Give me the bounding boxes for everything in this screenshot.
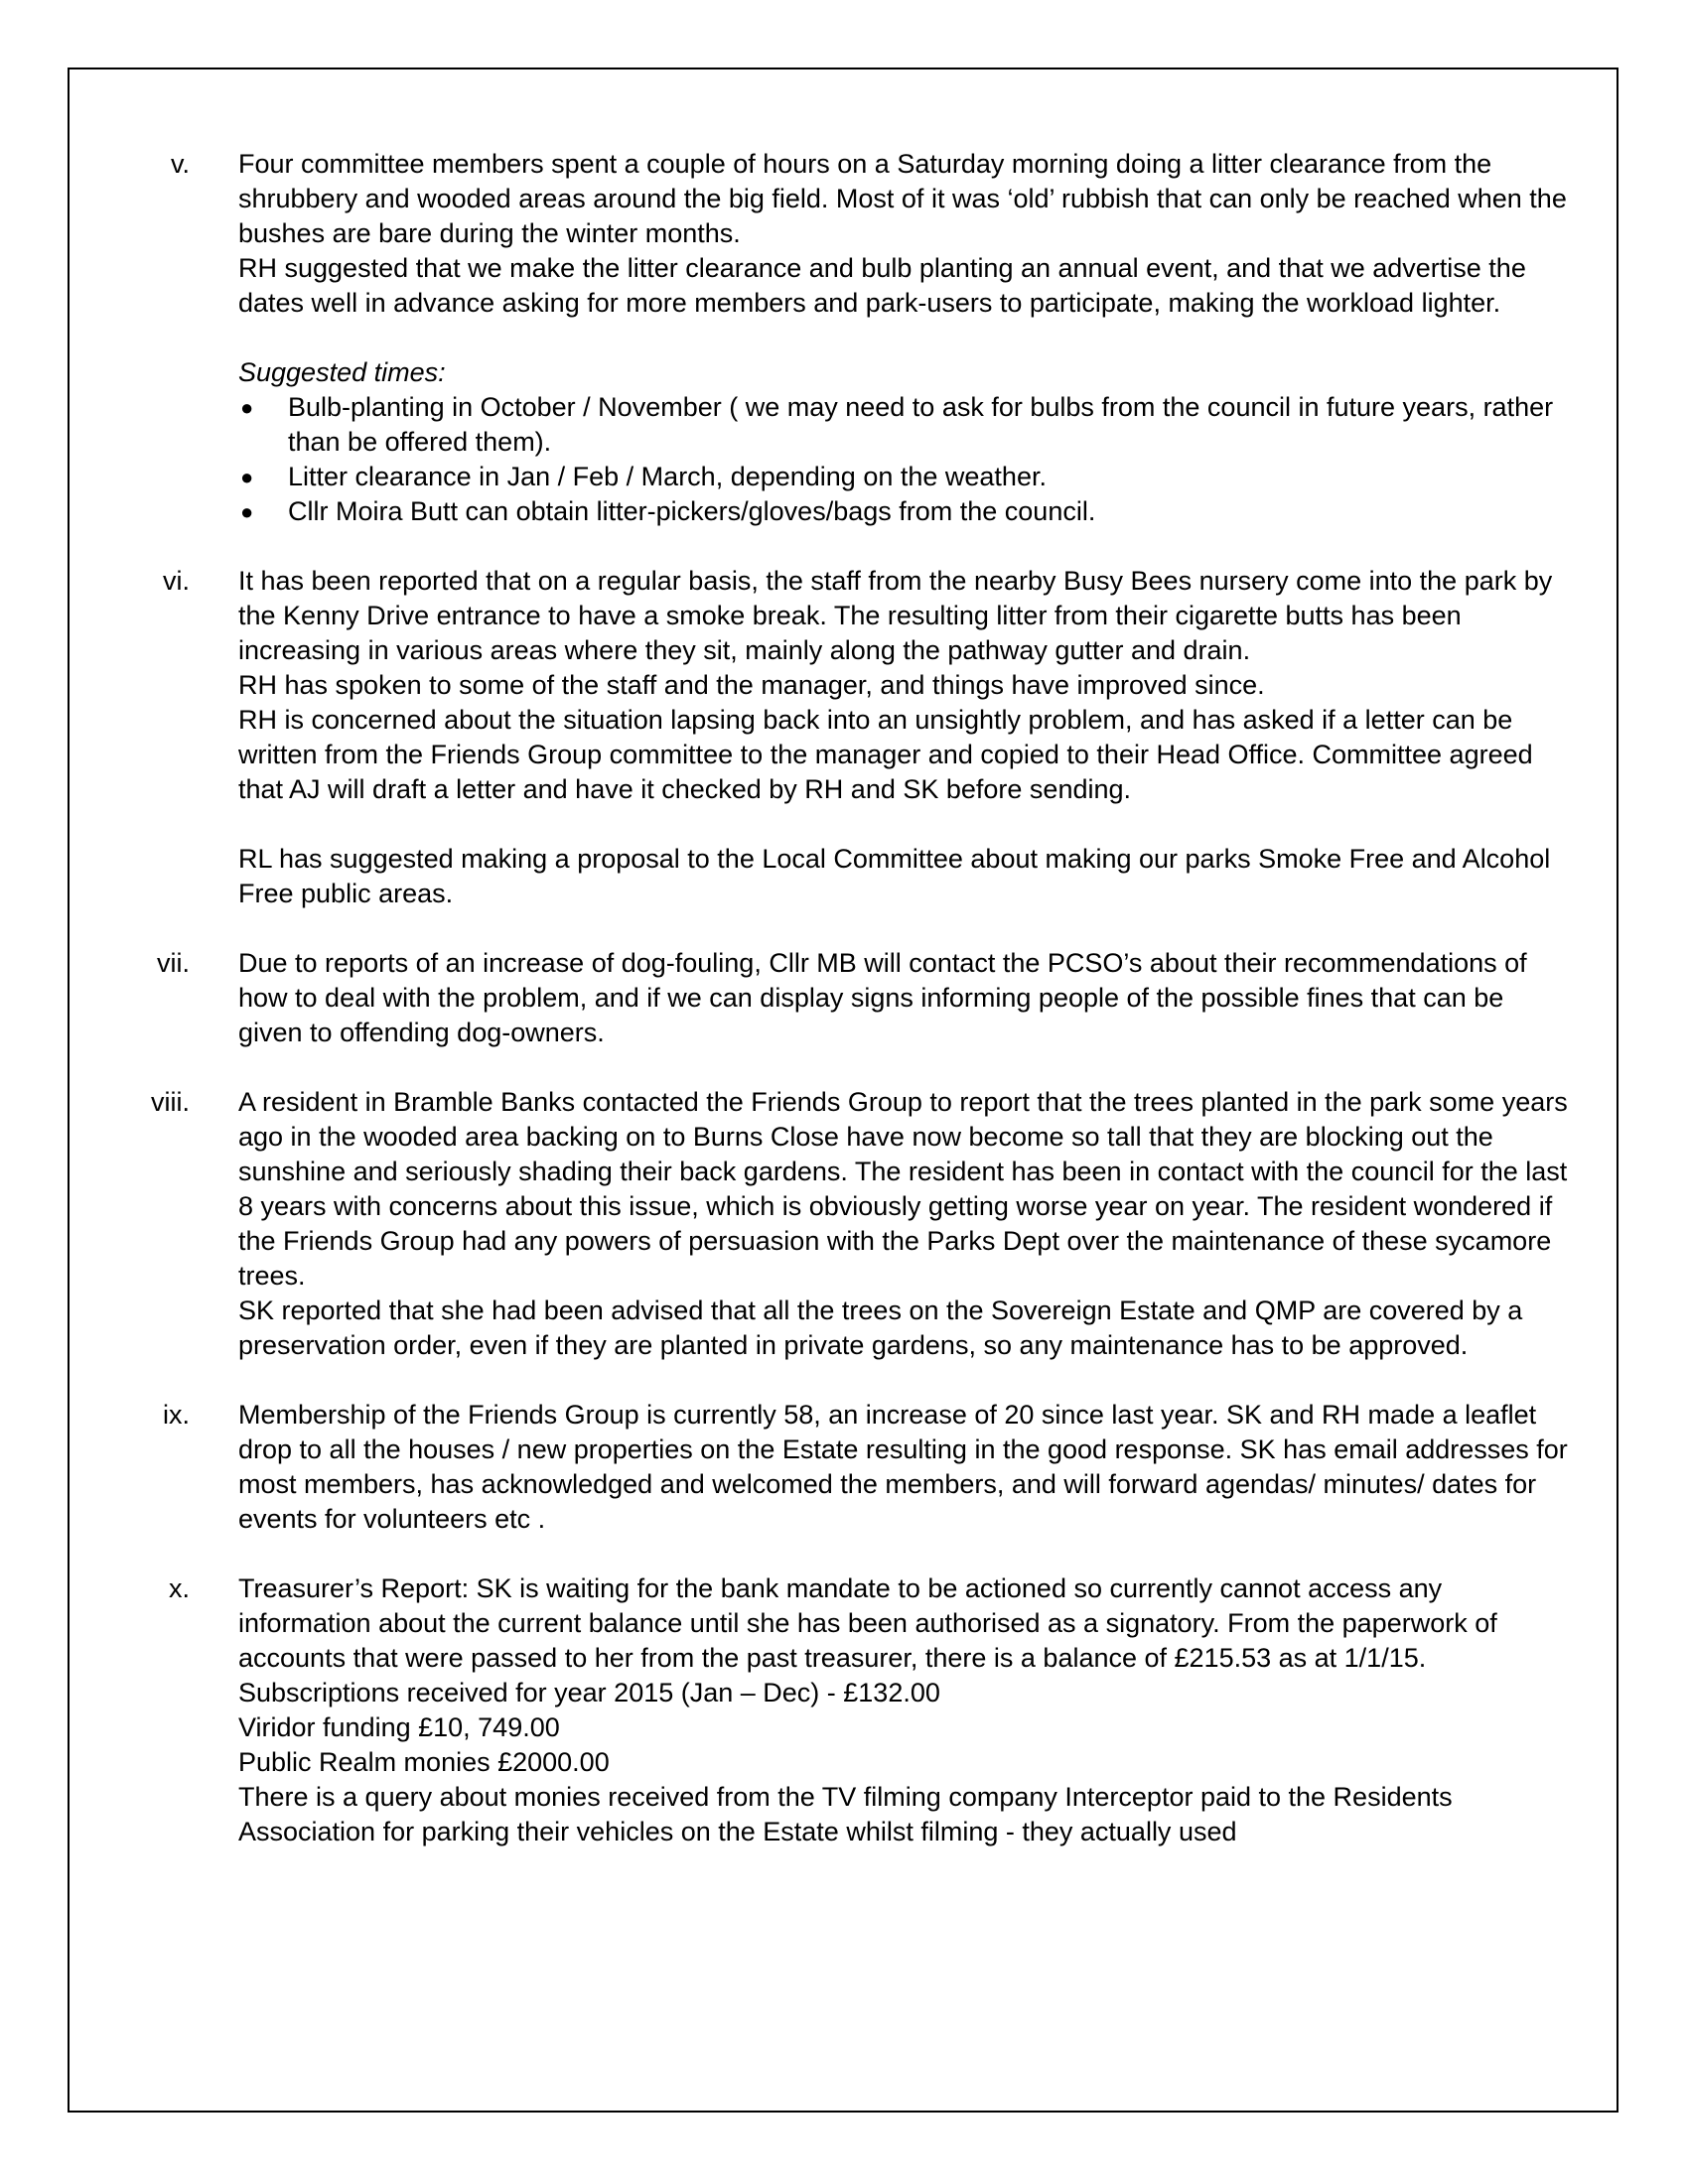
list-item: ● Litter clearance in Jan / Feb / March, depending on the weather. [238,460,1569,494]
bullet-icon: ● [240,499,254,524]
item-number: ix. [163,1400,190,1430]
paragraph: It has been reported that on a regular basis, the staff from the nearby Busy Bees nursery come into the park by the Kenny Drive entrance to have a smoke break. The resulting litter from their cigarette butts has been increasing in various areas where they sit, mainly along the pathway gutter and drain. [238,566,1553,665]
minutes-item-vii [70,946,1620,1050]
page-border [68,68,1618,2113]
paragraph: Membership of the Friends Group is currently 58, an increase of 20 since last year. SK and RH made a leaflet drop to all the houses / new properties on the Estate resulting in the good response. SK has email addresses for most members, has acknowledged and welcomed the members, and will forward agendas/ minutes/ dates for events for volunteers etc . [238,1400,1568,1534]
paragraph: RH has spoken to some of the staff and the manager, and things have improved since. [238,670,1265,700]
paragraph: RH suggested that we make the litter clearance and bulb planting an annual event, and that we advertise the dates well in advance asking for more members and park-users to participate, making the workload lighter. [238,253,1526,318]
item-number: v. [171,149,190,179]
item-body [238,1398,1569,1537]
item-body [238,946,1569,1050]
paragraph: There is a query about monies received from the TV filming company Interceptor paid to the Residents Association for parking their vehicles on the Estate whilst filming - they actually used [238,1782,1453,1846]
paragraph: Public Realm monies £2000.00 [238,1747,610,1777]
paragraph: SK reported that she had been advised that all the trees on the Sovereign Estate and QMP are covered by a preservation order, even if they are planted in private gardens, so any maintenance has to be approved. [238,1296,1523,1360]
paragraph: RL has suggested making a proposal to the Local Committee about making our parks Smoke Free and Alcohol Free public areas. [238,844,1551,908]
item-body [238,564,1569,911]
paragraph: RH is concerned about the situation lapsing back into an unsightly problem, and has asked if a letter can be written from the Friends Group committee to the manager and copied to their Head Office. Committee agreed that AJ will draft a letter and have it checked by RH and SK before sending. [238,705,1533,804]
minutes-item-v [70,147,1620,529]
minutes-item-vi [70,564,1620,911]
item-number: vi. [163,566,190,596]
minutes-content [70,147,1620,1849]
bullet-list [238,390,1569,529]
item-body [238,147,1569,529]
item-number: x. [168,1573,190,1603]
item-number: viii. [151,1087,190,1117]
bullet-icon: ● [240,465,254,489]
item-number: vii. [157,948,190,978]
bullet-icon: ● [240,395,254,420]
item-body [238,1085,1569,1363]
minutes-item-viii [70,1085,1620,1363]
paragraph: A resident in Bramble Banks contacted the Friends Group to report that the trees planted in the park some years ago in the wooded area backing on to Burns Close have now become so tall that they are blocking out the sunshine and seriously shading their back gardens. The resident has been in contact with the council for the last 8 years with concerns about this issue, which is obviously getting worse year on year. The resident wondered if the Friends Group had any powers of persuasion with the Parks Dept over the maintenance of these sycamore trees. [238,1087,1568,1291]
minutes-item-x [70,1571,1620,1849]
list-item: ● Cllr Moira Butt can obtain litter-pickers/gloves/bags from the council. [238,494,1569,529]
paragraph: Due to reports of an increase of dog-fouling, Cllr MB will contact the PCSO’s about their recommendations of how to deal with the problem, and if we can display signs informing people of the possible fines that can be given to offending dog-owners. [238,948,1527,1047]
paragraph: Viridor funding £10, 749.00 [238,1712,560,1742]
paragraph: Treasurer’s Report: SK is waiting for the bank mandate to be actioned so currently cannot access any information about the current balance until she has been authorised as a signatory. From the paperwork of accounts that were passed to her from the past treasurer, there is a balance of £215.53 as at 1/1/15. Subscriptions received for year 2015 (Jan – Dec) - £132.00 [238,1573,1497,1707]
paragraph: Four committee members spent a couple of hours on a Saturday morning doing a litter clearance from the shrubbery and wooded areas around the big field. Most of it was ‘old’ rubbish that can only be reached when the bushes are bare during the winter months. [238,149,1567,248]
item-body [238,1571,1569,1849]
list-item: ● Bulb-planting in October / November ( we may need to ask for bulbs from the council in future years, rather than be offered them). [240,392,1554,457]
subheading: Suggested times: [238,357,446,387]
minutes-item-ix [70,1398,1620,1537]
